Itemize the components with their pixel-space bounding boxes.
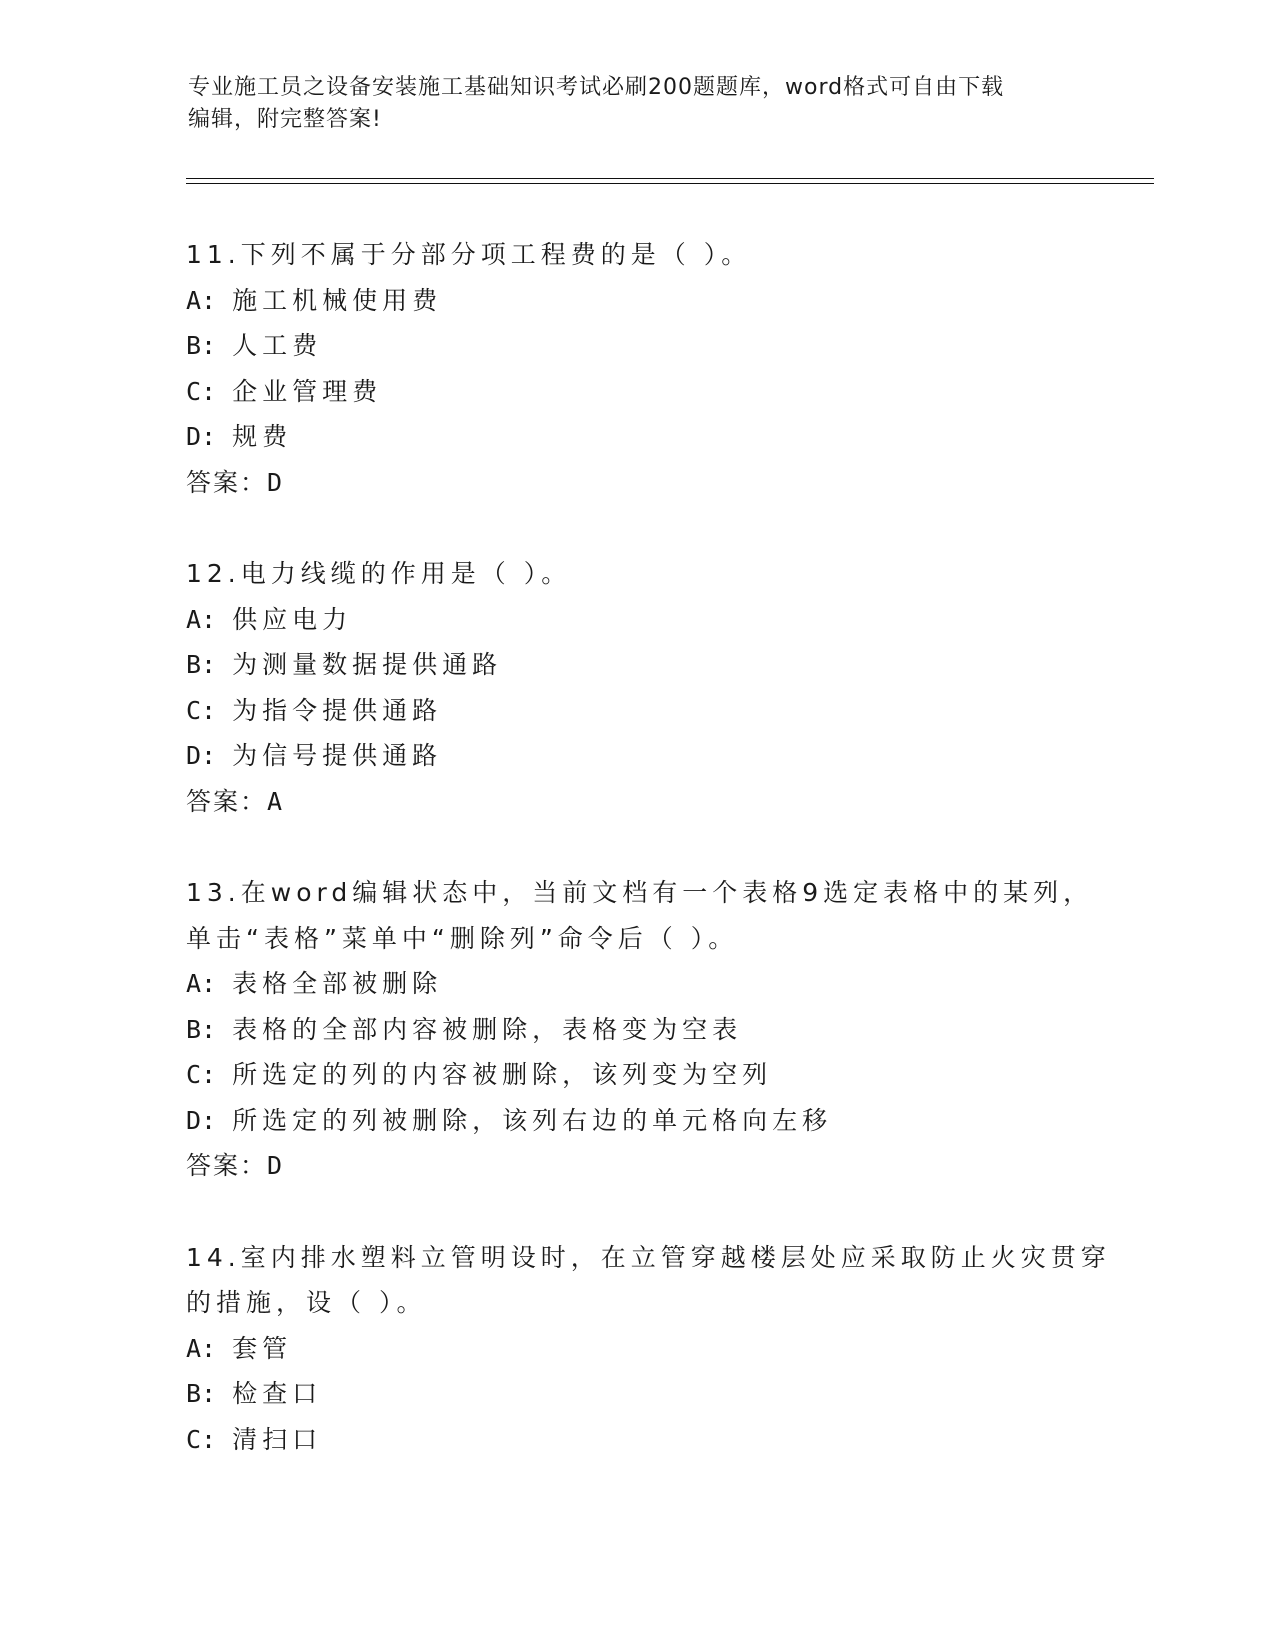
option-letter: D: [186, 422, 217, 451]
option-text: 为指令提供通路 [232, 695, 443, 725]
question-item [186, 1235, 1111, 1463]
option-text: 为测量数据提供通路 [232, 650, 503, 679]
question-item [186, 551, 1086, 824]
option-a [186, 961, 1086, 1007]
question-item [186, 870, 1094, 1189]
question-stem-continued: 的措施，设（ ）。 [186, 1288, 427, 1317]
option-letter: A: [186, 969, 217, 998]
option-text: 所选定的列被删除，该列右边的单元格向左移 [232, 1105, 833, 1135]
option-text: 企业管理费 [232, 376, 383, 406]
option-d [186, 1098, 1086, 1144]
option-a [186, 597, 1086, 643]
option-letter: C: [186, 1424, 217, 1454]
option-letter: A: [186, 604, 217, 634]
option-text: 表格的全部内容被删除，表格变为空表 [232, 1014, 743, 1044]
option-text: 清扫口 [232, 1424, 323, 1454]
option-letter: B: [186, 331, 217, 360]
answer-label: 答案： [186, 786, 268, 816]
option-text: 施工机械使用费 [232, 285, 443, 315]
answer-label: 答案： [186, 467, 268, 497]
option-text: 供应电力 [232, 604, 353, 634]
answer-value: D [267, 1151, 283, 1180]
header-line-2: 编辑，附完整答案! [188, 107, 382, 132]
option-text: 表格全部被删除 [232, 969, 443, 998]
option-a [186, 1326, 1086, 1372]
header-divider-top [186, 178, 1154, 179]
option-text: 为信号提供通路 [232, 741, 443, 770]
option-c [186, 369, 1086, 415]
option-letter: B: [186, 650, 217, 679]
option-c [186, 1417, 1086, 1463]
option-letter: B: [186, 1014, 217, 1044]
question-stem: 12.电力线缆的作用是（ ）。 [186, 559, 572, 588]
answer-value: A [267, 786, 283, 816]
header-line-1: 专业施工员之设备安装施工基础知识考试必刷200题题库，word格式可自由下载 [188, 75, 1005, 100]
option-letter: B: [186, 1379, 217, 1408]
option-text: 所选定的列的内容被删除，该列变为空列 [232, 1060, 773, 1089]
option-b [186, 642, 1086, 688]
option-letter: A: [186, 1333, 217, 1363]
option-b [186, 323, 1086, 369]
option-text: 规费 [232, 422, 293, 451]
option-letter: C: [186, 1060, 217, 1089]
option-d [186, 733, 1086, 779]
option-letter: D: [186, 741, 217, 770]
question-item [186, 232, 1086, 505]
option-text: 套管 [232, 1333, 293, 1363]
answer-label: 答案： [186, 1151, 268, 1180]
option-text: 人工费 [232, 331, 323, 360]
question-stem: 14.室内排水塑料立管明设时，在立管穿越楼层处应采取防止火灾贯穿 [186, 1242, 1111, 1272]
document-header [188, 72, 1088, 136]
option-d [186, 414, 1086, 460]
option-b [186, 1371, 1086, 1417]
question-stem: 13.在word编辑状态中，当前文档有一个表格9选定表格中的某列， [186, 878, 1094, 907]
option-c [186, 1052, 1086, 1098]
answer-value: D [267, 467, 283, 497]
option-text: 检查口 [232, 1379, 323, 1408]
option-letter: C: [186, 376, 217, 406]
option-c [186, 688, 1086, 734]
answer-line [186, 779, 1086, 825]
answer-line [186, 460, 1086, 506]
question-stem-continued: 单击“表格”菜单中“删除列”命令后（ ）。 [186, 923, 739, 953]
header-divider-bottom [186, 183, 1154, 184]
option-letter: C: [186, 695, 217, 725]
option-letter: D: [186, 1105, 217, 1135]
question-list [186, 232, 1111, 1508]
question-stem: 11.下列不属于分部分项工程费的是（ ）。 [186, 240, 752, 269]
option-b [186, 1007, 1086, 1053]
option-a [186, 278, 1086, 324]
answer-line [186, 1143, 1086, 1189]
option-letter: A: [186, 285, 217, 315]
